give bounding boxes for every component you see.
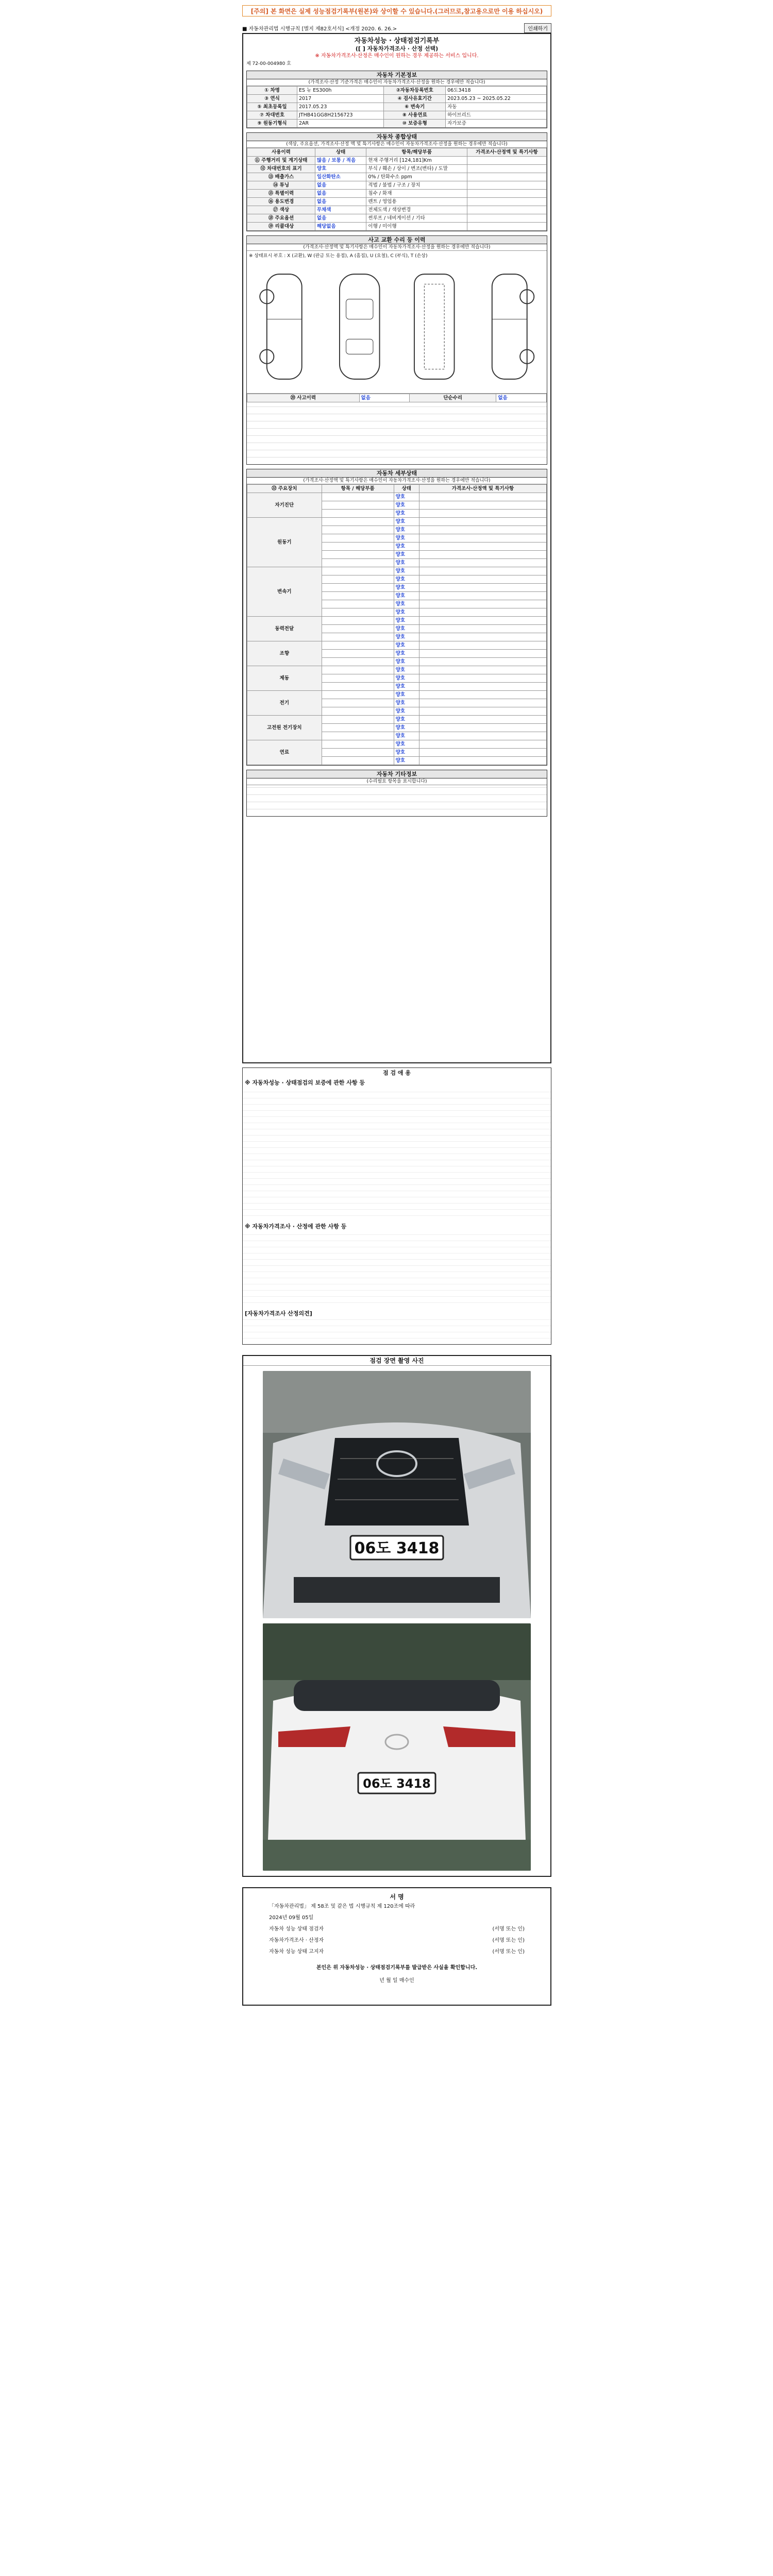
- basic-value-2: 2023.05.23 ~ 2025.05.22: [446, 95, 547, 103]
- detail-remark: [419, 625, 546, 633]
- detail-state: 양호: [394, 592, 419, 600]
- detail-remark: [419, 674, 546, 683]
- status-detail: 이행 / 미이행: [366, 223, 467, 231]
- detail-remark: [419, 501, 546, 510]
- detail-part: [322, 559, 394, 567]
- detail-remark: [419, 740, 546, 749]
- detail-state: 양호: [394, 518, 419, 526]
- basic-value-2: 06도3418: [446, 87, 547, 95]
- detail-part: [322, 674, 394, 683]
- status-row: [247, 214, 547, 223]
- detail-state: 양호: [394, 749, 419, 757]
- status-remark: [467, 157, 546, 165]
- signature-date: 년 월 일 매수인: [379, 1978, 414, 1984]
- detail-remark: [419, 575, 546, 584]
- accident-section: [246, 235, 547, 465]
- detail-state: 양호: [394, 666, 419, 674]
- detail-remark: [419, 608, 546, 617]
- pricing-opinion-title: [자동차가격조사 산정의견]: [245, 1310, 312, 1317]
- status-detail: 부식 / 훼손 / 상이 / 변조(변타) / 도말: [366, 165, 467, 173]
- detail-remark: [419, 510, 546, 518]
- signature-line-mark: (서명 또는 인): [492, 1938, 525, 1943]
- detail-state: 양호: [394, 658, 419, 666]
- detail-part: [322, 551, 394, 559]
- status-state: 양호: [315, 165, 366, 173]
- detail-col-header: ㉒ 주요장치: [247, 485, 322, 493]
- detail-remark: [419, 683, 546, 691]
- doc-note: ※ 자동차가격조사·산정은 매수인이 원하는 경우 제공하는 서비스 입니다.: [315, 53, 479, 59]
- detail-part: [322, 699, 394, 707]
- doc-title: 자동차성능 · 상태점검기록부: [354, 37, 440, 45]
- status-detail: 현재 주행거리 [124,181]Km: [366, 157, 467, 165]
- detail-remark: [419, 493, 546, 501]
- status-remark: [467, 181, 546, 190]
- basic-value-2: 자동: [446, 103, 547, 111]
- detail-part: [322, 724, 394, 732]
- detail-state: 양호: [394, 724, 419, 732]
- detail-row: [247, 518, 547, 526]
- detail-part: [322, 592, 394, 600]
- basic-info-row: [247, 103, 547, 111]
- detail-remark: [419, 567, 546, 575]
- pricing-text: [243, 1231, 551, 1309]
- detail-state: 양호: [394, 575, 419, 584]
- rear-photo: [263, 1623, 531, 1871]
- status-state: 해당없음: [315, 223, 366, 231]
- detail-part: [322, 641, 394, 650]
- status-row: [247, 206, 547, 214]
- basic-label-2: ④ 검사유효기간: [384, 95, 446, 103]
- detail-remark: [419, 526, 546, 534]
- status-row: [247, 190, 547, 198]
- detail-group: 원동기: [247, 518, 322, 567]
- status-col-header: 사용이력: [247, 148, 315, 157]
- status-detail: 적법 / 불법 / 구조 / 장치: [366, 181, 467, 190]
- detail-state: 양호: [394, 559, 419, 567]
- front-plate-text: 06도 3418: [354, 1539, 440, 1557]
- status-detail: 전체도색 / 색상변경: [366, 206, 467, 214]
- signature-line: [254, 1924, 540, 1935]
- detail-part: [322, 526, 394, 534]
- signature-section: [242, 1887, 551, 2006]
- basic-info-section: [246, 71, 547, 128]
- detail-part: [322, 757, 394, 765]
- detail-state: 양호: [394, 584, 419, 592]
- detail-part: [322, 658, 394, 666]
- signature-line: [254, 1946, 540, 1958]
- detail-part: [322, 691, 394, 699]
- car-side-right-icon: [472, 267, 547, 386]
- status-item: ⑯ 용도변경: [247, 198, 315, 206]
- front-photo: [263, 1371, 531, 1618]
- detail-part: [322, 543, 394, 551]
- signature-line: [254, 1901, 540, 1912]
- detail-group: 자기진단: [247, 493, 322, 518]
- detail-state: 양호: [394, 534, 419, 543]
- signature-line-label: 자동차 성능 상태 고지자: [269, 1949, 324, 1955]
- signature-footer: 본인은 위 자동차성능 · 상태점검기록부를 발급받은 사실을 확인합니다.: [316, 1965, 478, 1971]
- etc-note: (수리필요 항목을 표시합니다): [247, 778, 547, 785]
- signature-line-label: 자동차 성능 상태 점검자: [269, 1926, 324, 1932]
- report-frame: [242, 33, 551, 1063]
- detail-part: [322, 749, 394, 757]
- detail-state: 양호: [394, 757, 419, 765]
- car-front-image: [263, 1371, 531, 1618]
- accident-legend: ※ 상태표시 부호 : X (교환), W (판금 또는 용접), A (흠집), U (요철), C (부식), T (손상): [249, 253, 428, 259]
- basic-value: JTHB41GG8H2156723: [297, 111, 383, 120]
- status-col-header: 상태: [315, 148, 366, 157]
- detail-group: 전기: [247, 691, 322, 716]
- print-button[interactable]: 인쇄하기: [524, 23, 551, 33]
- guarantee-title: ※ 자동차성능 · 상태점검의 보증에 관한 사항 등: [245, 1079, 365, 1086]
- basic-label: ⑦ 차대번호: [247, 111, 297, 120]
- detail-remark: [419, 551, 546, 559]
- status-remark: [467, 165, 546, 173]
- detail-remark: [419, 658, 546, 666]
- pricing-opinion-text: [243, 1318, 551, 1344]
- detail-part: [322, 683, 394, 691]
- detail-part: [322, 707, 394, 716]
- status-state: 없음: [315, 214, 366, 223]
- detail-remark: [419, 518, 546, 526]
- status-item: ⑬ 배출가스: [247, 173, 315, 181]
- detail-remark: [419, 641, 546, 650]
- detail-row: [247, 691, 547, 699]
- status-row: [247, 181, 547, 190]
- basic-info-row: [247, 111, 547, 120]
- signature-line: [254, 1912, 540, 1924]
- detail-row: [247, 716, 547, 724]
- detail-state: 양호: [394, 641, 419, 650]
- cert-number: 제 72-00-004980 호: [246, 61, 291, 66]
- status-col-header: 항목/해당부품: [366, 148, 467, 157]
- detail-state: 양호: [394, 732, 419, 740]
- detail-remark: [419, 650, 546, 658]
- detail-row: [247, 740, 547, 749]
- status-row: [247, 198, 547, 206]
- accident-history-label: ⑳ 사고이력: [247, 394, 360, 402]
- detail-state: 양호: [394, 683, 419, 691]
- guarantee-text: [243, 1088, 551, 1222]
- detail-state: 양호: [394, 716, 419, 724]
- car-frame-icon: [397, 267, 472, 386]
- detail-state: 양호: [394, 526, 419, 534]
- status-detail: 0% / 탄화수소 ppm: [366, 173, 467, 181]
- basic-info-title: 자동차 기본정보: [247, 71, 547, 79]
- detail-state: 양호: [394, 674, 419, 683]
- detail-part: [322, 510, 394, 518]
- status-item: ⑮ 특별이력: [247, 190, 315, 198]
- basic-label: ⑨ 원동기형식: [247, 120, 297, 128]
- status-col-header: 가격조사·산정액 및 특기사항: [467, 148, 546, 157]
- status-item: ⑭ 튜닝: [247, 181, 315, 190]
- status-item: ⑲ 리콜대상: [247, 223, 315, 231]
- rear-plate-text: 06도 3418: [363, 1776, 431, 1791]
- detail-part: [322, 617, 394, 625]
- detail-remark: [419, 617, 546, 625]
- etc-title: 자동차 기타정보: [247, 770, 547, 778]
- signature-line-mark: (서명 또는 인): [492, 1926, 525, 1932]
- detail-state: 양호: [394, 699, 419, 707]
- detail-group: 고전원 전기장치: [247, 716, 322, 740]
- detail-remark: [419, 757, 546, 765]
- report-document: [242, 23, 551, 2181]
- car-rear-image: [263, 1623, 531, 1871]
- status-detail: 썬루프 / 네비게이션 / 기타: [366, 214, 467, 223]
- photos-title: 점검 장면 촬영 사진: [243, 1356, 550, 1366]
- detail-part: [322, 608, 394, 617]
- detail-state: 양호: [394, 510, 419, 518]
- status-title: 자동차 종합상태: [247, 133, 547, 141]
- status-remark: [467, 198, 546, 206]
- status-state: 많음 / 보통 / 적음: [315, 157, 366, 165]
- status-state: 없음: [315, 181, 366, 190]
- detail-part: [322, 501, 394, 510]
- etc-grid: [247, 785, 547, 816]
- detail-group: 연료: [247, 740, 322, 765]
- detail-state: 양호: [394, 501, 419, 510]
- detail-remark: [419, 699, 546, 707]
- signature-line-label: 자동차가격조사 · 산정자: [269, 1938, 324, 1943]
- detail-remark: [419, 592, 546, 600]
- car-side-left-icon: [247, 267, 322, 386]
- pricing-title: ※ 자동차가격조사 · 산정에 관한 사항 등: [245, 1223, 347, 1230]
- detail-state: 양호: [394, 600, 419, 608]
- status-state: 무채색: [315, 206, 366, 214]
- detail-remark: [419, 732, 546, 740]
- status-remark: [467, 190, 546, 198]
- signature-line-label: 2024년 09월 05일: [269, 1915, 314, 1921]
- detail-state: 양호: [394, 691, 419, 699]
- status-remark: [467, 214, 546, 223]
- status-section: [246, 132, 547, 231]
- detail-part: [322, 732, 394, 740]
- simple-repair-label: 단순수리: [410, 394, 496, 402]
- signature-line-mark: (서명 또는 인): [492, 1949, 525, 1955]
- detail-row: [247, 493, 547, 501]
- status-row: [247, 173, 547, 181]
- detail-state: 양호: [394, 551, 419, 559]
- guarantee-section: [242, 1067, 551, 1345]
- detail-part: [322, 600, 394, 608]
- car-top-icon: [322, 267, 397, 386]
- detail-part: [322, 666, 394, 674]
- basic-value: 2017.05.23: [297, 103, 383, 111]
- detail-part: [322, 567, 394, 575]
- detail-col-header: 상태: [394, 485, 419, 493]
- detail-state: 양호: [394, 633, 419, 641]
- detail-note: (가격조사·산정액 및 특기사항은 매수인이 자동차가격조사·산정을 원하는 경우에만 적습니다): [247, 478, 547, 484]
- detail-state: 양호: [394, 493, 419, 501]
- detail-part: [322, 518, 394, 526]
- basic-value: ES 뉴 ES300h: [297, 87, 383, 95]
- detail-remark: [419, 691, 546, 699]
- status-row: [247, 157, 547, 165]
- detail-state: 양호: [394, 608, 419, 617]
- status-table: [247, 148, 547, 231]
- basic-value-2: 자가보증: [446, 120, 547, 128]
- detail-group: 조향: [247, 641, 322, 666]
- car-diagram: [247, 260, 547, 394]
- basic-label-2: ⑥ 변속기: [384, 103, 446, 111]
- detail-part: [322, 650, 394, 658]
- basic-label-2: ⑧ 사용연료: [384, 111, 446, 120]
- status-remark: [467, 223, 546, 231]
- basic-label-2: ②자동차등록번호: [384, 87, 446, 95]
- detail-col-header: 항목 / 해당부품: [322, 485, 394, 493]
- detail-remark: [419, 633, 546, 641]
- status-state: 없음: [315, 190, 366, 198]
- detail-state: 양호: [394, 650, 419, 658]
- detail-remark: [419, 559, 546, 567]
- detail-remark: [419, 534, 546, 543]
- detail-remark: [419, 749, 546, 757]
- status-remark: [467, 173, 546, 181]
- basic-label-2: ⑩ 보증유형: [384, 120, 446, 128]
- signature-title: 서 명: [390, 1893, 404, 1901]
- detail-part: [322, 584, 394, 592]
- form-reference: ■ 자동차관리법 시행규칙 [별지 제82호서식] <개정 2020. 6. 26.>: [242, 26, 397, 32]
- detail-row: [247, 666, 547, 674]
- detail-state: 양호: [394, 740, 419, 749]
- status-detail: 침수 / 화재: [366, 190, 467, 198]
- detail-group: 변속기: [247, 567, 322, 617]
- status-item: ⑱ 주요옵션: [247, 214, 315, 223]
- notice-banner: [주의] 본 화면은 실제 성능점검기록부(원본)와 상이할 수 있습니다.(그러므로,참고용으로만 이용 하십시오): [242, 5, 551, 16]
- detail-part: [322, 493, 394, 501]
- basic-info-note: (가격조사·산정 기준가격은 매수인이 자동차가격조사·산정을 원하는 경우에만 적습니다): [247, 79, 547, 86]
- status-item: ⑰ 색상: [247, 206, 315, 214]
- parts-grid: [247, 402, 547, 464]
- detail-part: [322, 740, 394, 749]
- accident-table: [247, 394, 547, 402]
- doc-subtitle: ([ ] 자동차가격조사 · 산정 선택): [355, 45, 439, 52]
- status-state: 없음: [315, 198, 366, 206]
- basic-value: 2AR: [297, 120, 383, 128]
- basic-label: ③ 연식: [247, 95, 297, 103]
- simple-repair-value: 없음: [496, 394, 547, 402]
- basic-info-row: [247, 120, 547, 128]
- detail-row: [247, 567, 547, 575]
- basic-info-row: [247, 87, 547, 95]
- basic-label: ⑤ 최초등록일: [247, 103, 297, 111]
- detail-remark: [419, 584, 546, 592]
- detail-group: 제동: [247, 666, 322, 691]
- detail-remark: [419, 666, 546, 674]
- basic-info-row: [247, 95, 547, 103]
- basic-label: ① 차명: [247, 87, 297, 95]
- signature-line: [254, 1935, 540, 1946]
- status-note: (색상, 주요옵션, 가격조사·산정 액 및 특기사항은 매수인이 자동차가격조사·산정을 원하는 경우에만 적습니다): [247, 141, 547, 148]
- detail-part: [322, 625, 394, 633]
- accident-title: 사고 교환 수리 등 이력: [247, 236, 547, 244]
- status-state: 일산화탄소: [315, 173, 366, 181]
- detail-remark: [419, 724, 546, 732]
- detail-state: 양호: [394, 567, 419, 575]
- detail-remark: [419, 543, 546, 551]
- basic-info-table: [247, 86, 547, 128]
- status-row: [247, 165, 547, 173]
- status-item: ⑪ 주행거리 및 계기상태: [247, 157, 315, 165]
- detail-col-header: 가격조사·산정액 및 특기사항: [419, 485, 546, 493]
- basic-value: 2017: [297, 95, 383, 103]
- detail-row: [247, 641, 547, 650]
- detail-table: [247, 484, 547, 765]
- detail-part: [322, 633, 394, 641]
- detail-state: 양호: [394, 543, 419, 551]
- detail-row: [247, 617, 547, 625]
- detail-section: [246, 469, 547, 766]
- detail-remark: [419, 600, 546, 608]
- status-row: [247, 223, 547, 231]
- signature-lines: [254, 1901, 540, 1958]
- header-bar: [242, 23, 551, 33]
- detail-title: 자동차 세부상태: [247, 469, 547, 478]
- status-item: ⑫ 차대번호의 표기: [247, 165, 315, 173]
- detail-part: [322, 534, 394, 543]
- detail-remark: [419, 716, 546, 724]
- detail-part: [322, 575, 394, 584]
- signature-line-label: 「자동차관리법」 제 58조 및 같은 법 시행규칙 제 120조에 따라: [269, 1904, 415, 1909]
- basic-value-2: 하이브리드: [446, 111, 547, 120]
- photos-section: [242, 1355, 551, 1877]
- accident-history-value: 없음: [359, 394, 410, 402]
- detail-part: [322, 716, 394, 724]
- etc-section: [246, 770, 547, 817]
- detail-state: 양호: [394, 625, 419, 633]
- detail-state: 양호: [394, 707, 419, 716]
- accident-note: (가격조사·산정액 및 특기사항은 매수인이 자동차가격조사·산정을 원하는 경우에만 적습니다): [247, 244, 547, 251]
- detail-remark: [419, 707, 546, 716]
- status-detail: 렌트 / 영업용: [366, 198, 467, 206]
- detail-state: 양호: [394, 617, 419, 625]
- status-remark: [467, 206, 546, 214]
- sig-word: 점 검 애 용: [383, 1070, 411, 1076]
- detail-group: 동력전달: [247, 617, 322, 641]
